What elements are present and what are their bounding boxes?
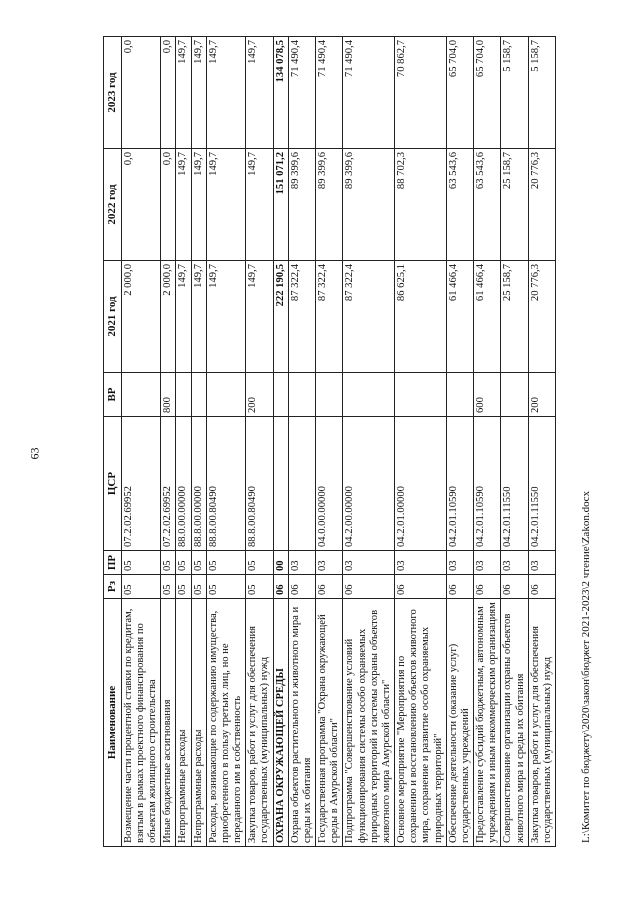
row-2023: 149,7 xyxy=(246,37,273,149)
row-2021: 20 776,3 xyxy=(528,261,555,373)
row-csr: 04.2.01.11550 xyxy=(528,417,555,551)
row-2022: 151 071,2 xyxy=(273,149,288,261)
table-row xyxy=(395,37,447,847)
row-pr: 05 xyxy=(191,551,206,575)
row-2023: 70 862,7 xyxy=(395,37,447,149)
row-name: Охрана объектов растительного и животного мира и среды их обитания xyxy=(288,599,315,847)
row-csr: 88.0.00.00000 xyxy=(176,417,191,551)
row-name: Предоставление субсидий бюджетным, автономным учреждениям и иным некоммерческим организациям xyxy=(474,599,501,847)
row-2023: 149,7 xyxy=(206,37,246,149)
table-row xyxy=(316,37,343,847)
row-csr: 04.0.00.00000 xyxy=(316,417,343,551)
row-pr: 03 xyxy=(395,551,447,575)
budget-table xyxy=(103,36,556,847)
row-pr: 03 xyxy=(501,551,528,575)
row-name: Непрограммные расходы xyxy=(191,599,206,847)
header-2023: 2023 год xyxy=(104,37,122,149)
table-row xyxy=(474,37,501,847)
row-csr xyxy=(273,417,288,551)
row-vr xyxy=(176,373,191,417)
table-row xyxy=(273,37,288,847)
row-2022: 89 399,6 xyxy=(343,149,395,261)
row-2022: 88 702,3 xyxy=(395,149,447,261)
row-csr: 88.8.00.80490 xyxy=(246,417,273,551)
row-pr: 00 xyxy=(273,551,288,575)
row-csr: 04.2.00.00000 xyxy=(343,417,395,551)
row-rz: 05 xyxy=(191,575,206,599)
header-vr: ВР xyxy=(104,373,122,417)
row-rz: 05 xyxy=(121,575,161,599)
row-2022: 0,0 xyxy=(161,149,176,261)
row-2022: 89 399,6 xyxy=(288,149,315,261)
row-vr xyxy=(343,373,395,417)
table-row xyxy=(161,37,176,847)
row-2023: 0,0 xyxy=(121,37,161,149)
header-name: Наименование xyxy=(104,599,122,847)
row-2023: 149,7 xyxy=(176,37,191,149)
row-vr xyxy=(191,373,206,417)
table-row xyxy=(501,37,528,847)
row-csr: 07.2.02.69952 xyxy=(161,417,176,551)
row-2021: 61 466,4 xyxy=(446,261,473,373)
header-pr: ПР xyxy=(104,551,122,575)
row-2021: 149,7 xyxy=(176,261,191,373)
row-rz: 05 xyxy=(246,575,273,599)
row-2022: 149,7 xyxy=(206,149,246,261)
row-rz: 06 xyxy=(288,575,315,599)
header-rz: Рз xyxy=(104,575,122,599)
row-2021: 87 322,4 xyxy=(316,261,343,373)
row-2023: 65 704,0 xyxy=(474,37,501,149)
row-rz: 06 xyxy=(343,575,395,599)
table-row xyxy=(446,37,473,847)
row-vr: 200 xyxy=(246,373,273,417)
header-2021: 2021 год xyxy=(104,261,122,373)
row-pr: 03 xyxy=(343,551,395,575)
row-name: Непрограммные расходы xyxy=(176,599,191,847)
row-rz: 06 xyxy=(501,575,528,599)
row-vr xyxy=(288,373,315,417)
table-body xyxy=(121,37,556,847)
row-pr: 05 xyxy=(161,551,176,575)
table-row xyxy=(176,37,191,847)
row-csr: 88.8.00.00000 xyxy=(191,417,206,551)
row-vr xyxy=(121,373,161,417)
row-2023: 71 490,4 xyxy=(343,37,395,149)
row-name: Иные бюджетные ассигнования xyxy=(161,599,176,847)
row-2023: 149,7 xyxy=(191,37,206,149)
row-rz: 06 xyxy=(474,575,501,599)
row-2023: 5 158,7 xyxy=(501,37,528,149)
row-csr: 04.2.01.11550 xyxy=(501,417,528,551)
row-csr: 04.2.01.10590 xyxy=(446,417,473,551)
row-pr: 03 xyxy=(288,551,315,575)
row-csr: 07.2.02.69952 xyxy=(121,417,161,551)
row-pr: 03 xyxy=(446,551,473,575)
row-pr: 05 xyxy=(176,551,191,575)
row-2021: 61 466,4 xyxy=(474,261,501,373)
row-pr: 05 xyxy=(206,551,246,575)
table-header-row xyxy=(104,37,122,847)
row-2023: 65 704,0 xyxy=(446,37,473,149)
row-name: Совершенствование организации охраны объектов животного мира и среды их обитания xyxy=(501,599,528,847)
row-name: ОХРАНА ОКРУЖАЮЩЕЙ СРЕДЫ xyxy=(273,599,288,847)
row-2023: 134 078,5 xyxy=(273,37,288,149)
row-2021: 87 322,4 xyxy=(288,261,315,373)
row-csr: 88.8.00.80490 xyxy=(206,417,246,551)
row-csr: 04.2.01.00000 xyxy=(395,417,447,551)
row-vr xyxy=(206,373,246,417)
row-csr xyxy=(288,417,315,551)
row-2022: 20 776,3 xyxy=(528,149,555,261)
row-rz: 06 xyxy=(446,575,473,599)
row-name: Закупка товаров, работ и услуг для обеспечения государственных (муниципальных) нужд xyxy=(246,599,273,847)
row-2021: 25 158,7 xyxy=(501,261,528,373)
row-2022: 63 543,6 xyxy=(474,149,501,261)
row-rz: 06 xyxy=(395,575,447,599)
row-rz: 05 xyxy=(206,575,246,599)
row-2021: 149,7 xyxy=(191,261,206,373)
table-row xyxy=(206,37,246,847)
row-vr xyxy=(316,373,343,417)
rotated-table-container xyxy=(103,37,575,847)
row-2023: 71 490,4 xyxy=(316,37,343,149)
row-2022: 0,0 xyxy=(121,149,161,261)
row-csr: 04.2.01.10590 xyxy=(474,417,501,551)
row-2021: 2 000,0 xyxy=(121,261,161,373)
row-vr xyxy=(395,373,447,417)
table-row xyxy=(343,37,395,847)
row-vr: 200 xyxy=(528,373,555,417)
table-row xyxy=(246,37,273,847)
row-name: Закупка товаров, работ и услуг для обеспечения государственных (муниципальных) нужд xyxy=(528,599,555,847)
header-csr: ЦСР xyxy=(104,417,122,551)
row-2021: 86 625,1 xyxy=(395,261,447,373)
row-2022: 63 543,6 xyxy=(446,149,473,261)
row-2023: 5 158,7 xyxy=(528,37,555,149)
row-name: Государственная программа "Охрана окружающей среды в Амурской области" xyxy=(316,599,343,847)
row-2021: 222 190,5 xyxy=(273,261,288,373)
row-vr: 600 xyxy=(474,373,501,417)
row-vr xyxy=(273,373,288,417)
row-name: Расходы, возникающие по содержанию имущества, приобретенного в пользу третьих лиц, но не переданного им в собственность xyxy=(206,599,246,847)
row-rz: 06 xyxy=(528,575,555,599)
row-name: Обеспечение деятельности (оказание услуг) государственных учреждений xyxy=(446,599,473,847)
row-2023: 0,0 xyxy=(161,37,176,149)
row-2022: 89 399,6 xyxy=(316,149,343,261)
page-number: 63 xyxy=(27,447,42,460)
row-2022: 25 158,7 xyxy=(501,149,528,261)
row-vr xyxy=(446,373,473,417)
row-2021: 149,7 xyxy=(246,261,273,373)
row-name: Основное мероприятие "Мероприятия по сохранению и восстановлению объектов животного мира, сохранение и развитие особо охраняемых природных территорий" xyxy=(395,599,447,847)
header-2022: 2022 год xyxy=(104,149,122,261)
row-pr: 03 xyxy=(474,551,501,575)
row-rz: 06 xyxy=(273,575,288,599)
row-2022: 149,7 xyxy=(246,149,273,261)
row-pr: 05 xyxy=(246,551,273,575)
row-pr: 03 xyxy=(528,551,555,575)
row-vr xyxy=(501,373,528,417)
row-pr: 03 xyxy=(316,551,343,575)
row-2023: 71 490,4 xyxy=(288,37,315,149)
table-row xyxy=(191,37,206,847)
row-2021: 87 322,4 xyxy=(343,261,395,373)
row-rz: 05 xyxy=(161,575,176,599)
row-name: Возмещение части процентной ставки по кредитам, взятым в рамках проектного финансирования по объектам жилищного строительства xyxy=(121,599,161,847)
row-pr: 05 xyxy=(121,551,161,575)
row-rz: 06 xyxy=(316,575,343,599)
row-vr: 800 xyxy=(161,373,176,417)
footer-file-path: L:\Комитет по бюджету\2020\закон\бюджет 2021-2023\2 чтение\Zakon.docx xyxy=(580,491,592,843)
table-row xyxy=(121,37,161,847)
row-name: Подпрограмма "Совершенствование условий функционирования системы особо охраняемых природных территорий и системы охраны объектов животного мира Амурской области" xyxy=(343,599,395,847)
row-2022: 149,7 xyxy=(176,149,191,261)
row-2021: 2 000,0 xyxy=(161,261,176,373)
row-rz: 05 xyxy=(176,575,191,599)
table-row xyxy=(528,37,555,847)
table-row xyxy=(288,37,315,847)
row-2021: 149,7 xyxy=(206,261,246,373)
row-2022: 149,7 xyxy=(191,149,206,261)
